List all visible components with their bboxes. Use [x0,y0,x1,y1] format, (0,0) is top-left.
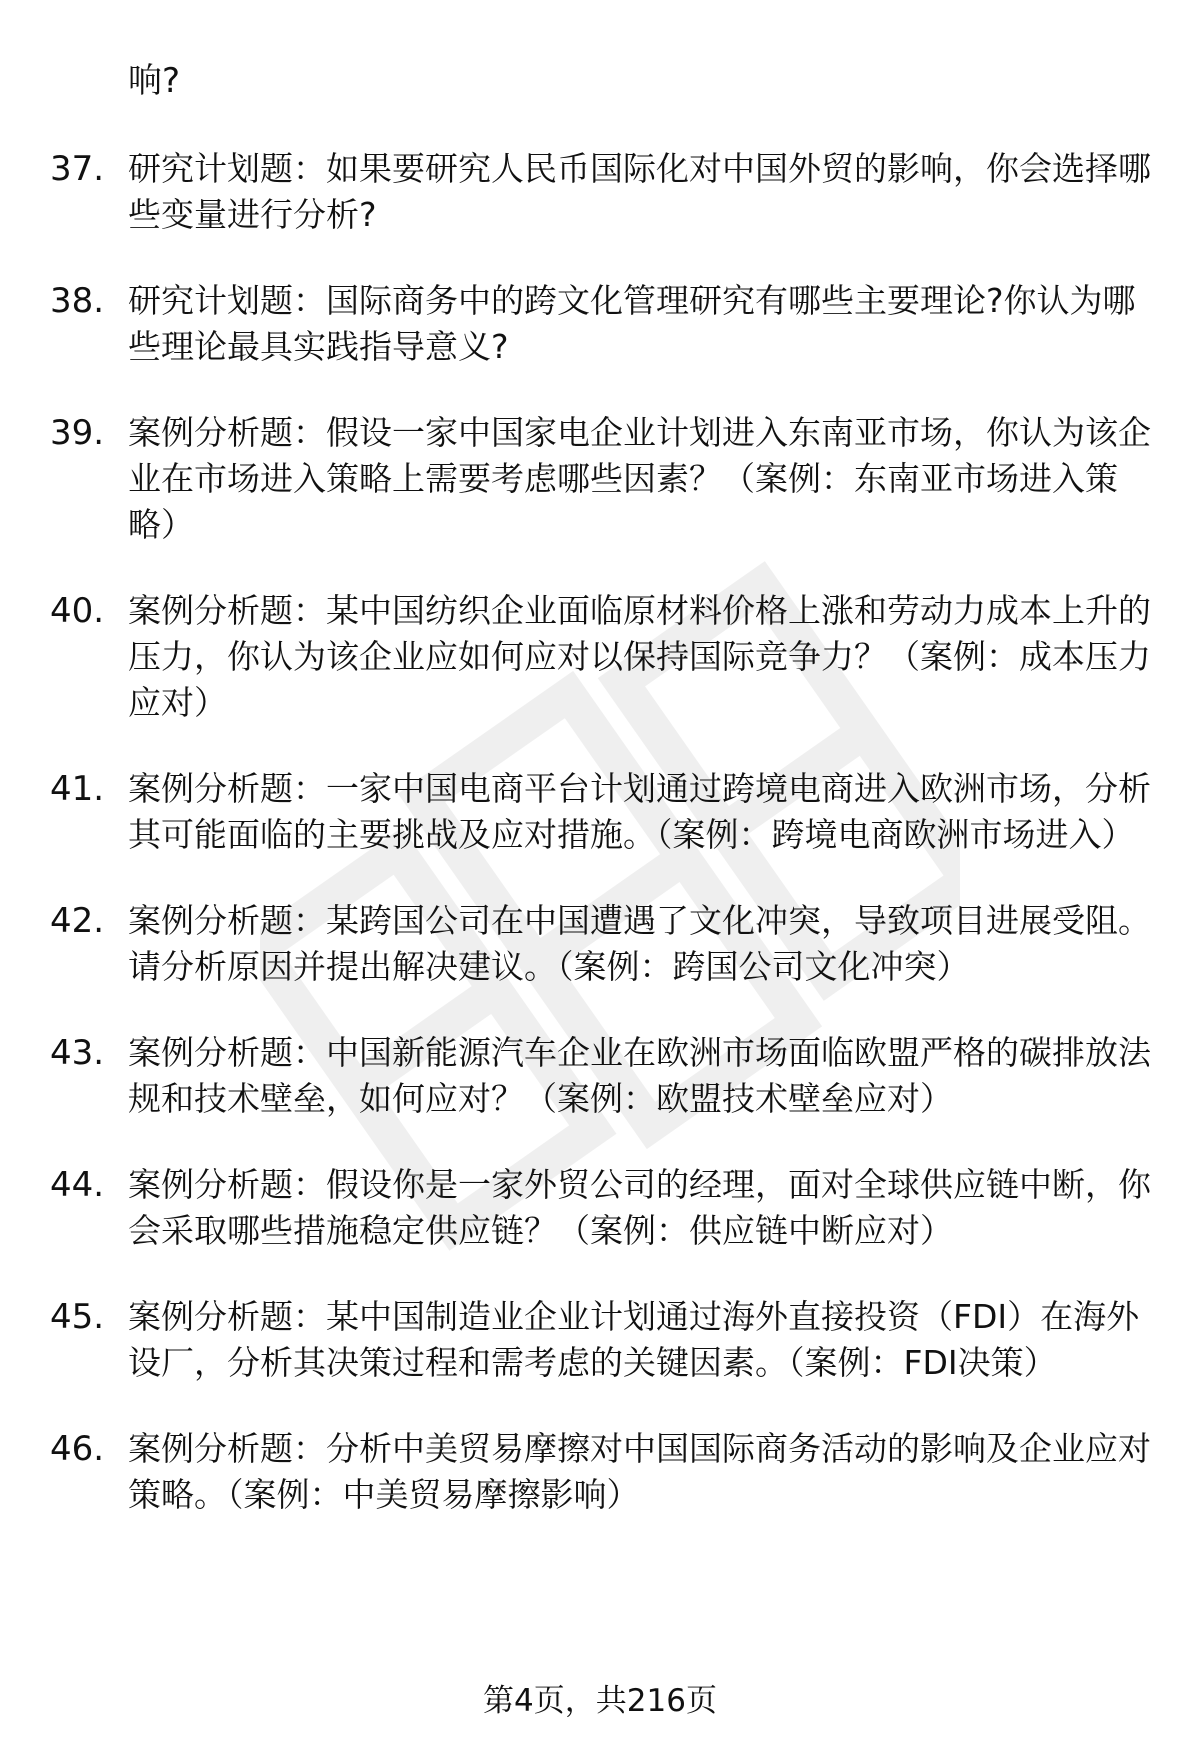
question-text: 研究计划题：国际商务中的跨文化管理研究有哪些主要理论?你认为哪些理论最具实践指导意义? [128,281,1136,366]
question-item [0,898,1200,990]
question-item [0,1030,1200,1122]
question-text: 案例分析题：假设你是一家外贸公司的经理，面对全球供应链中断，你会采取哪些措施稳定供应链？（案例：供应链中断应对） [128,1165,1151,1250]
question-number: 40. [50,591,105,631]
question-item [0,410,1200,548]
question-number: 42. [50,901,105,941]
page-footer [0,1681,1200,1721]
question-list [0,146,1200,1558]
question-number: 46. [50,1429,105,1469]
question-number: 41. [50,769,105,809]
question-item [0,766,1200,858]
question-text: 案例分析题：分析中美贸易摩擦对中国国际商务活动的影响及企业应对策略。（案例：中美贸易摩擦影响） [128,1429,1151,1514]
question-item [0,1426,1200,1518]
question-text: 案例分析题：一家中国电商平台计划通过跨境电商进入欧洲市场，分析其可能面临的主要挑战及应对措施。（案例：跨境电商欧洲市场进入） [128,769,1151,854]
question-text: 案例分析题：假设一家中国家电企业计划进入东南亚市场，你认为该企业在市场进入策略上需要考虑哪些因素？（案例：东南亚市场进入策略） [128,413,1151,544]
question-number: 38. [50,281,105,321]
question-text: 案例分析题：某中国纺织企业面临原材料价格上涨和劳动力成本上升的压力，你认为该企业应如何应对以保持国际竞争力？（案例：成本压力应对） [128,591,1151,722]
question-text: 案例分析题：某中国制造业企业计划通过海外直接投资（FDI）在海外设厂，分析其决策过程和需考虑的关键因素。（案例：FDI决策） [128,1297,1140,1382]
question-item [0,146,1200,238]
question-item [0,588,1200,726]
question-number: 37. [50,149,105,189]
question-text: 案例分析题：某跨国公司在中国遭遇了文化冲突，导致项目进展受阻。请分析原因并提出解决建议。（案例：跨国公司文化冲突） [128,901,1151,986]
page-number-label: 第4页，共216页 [483,1683,717,1719]
question-text: 研究计划题：如果要研究人民币国际化对中国外贸的影响，你会选择哪些变量进行分析? [128,149,1151,234]
continuation-text: 响? [128,61,181,101]
question-number: 44. [50,1165,105,1205]
question-item [0,1294,1200,1386]
question-text: 案例分析题：中国新能源汽车企业在欧洲市场面临欧盟严格的碳排放法规和技术壁垒，如何应对？（案例：欧盟技术壁垒应对） [128,1033,1151,1118]
question-item [0,1162,1200,1254]
question-number: 43. [50,1033,105,1073]
question-number: 39. [50,413,105,453]
question-number: 45. [50,1297,105,1337]
question-item [0,278,1200,370]
